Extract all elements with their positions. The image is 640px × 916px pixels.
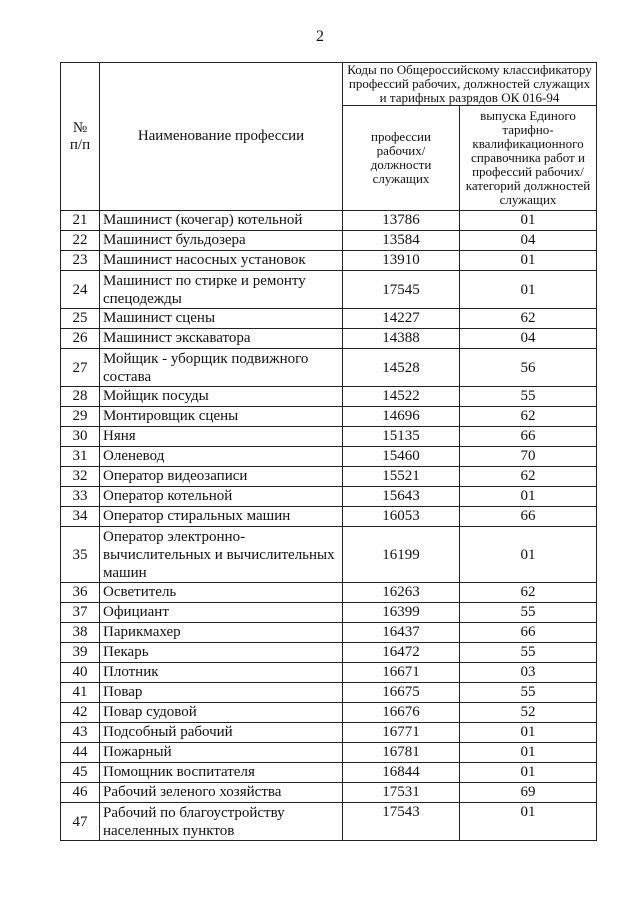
- row-code-etks: 01: [460, 763, 597, 783]
- table-row: [61, 271, 597, 309]
- row-num: 31: [61, 447, 100, 467]
- header-codes-group: Коды по Общероссийскому классификатору профессий рабочих, должностей служащих и тарифных разрядов ОК 016-94: [343, 63, 597, 106]
- row-num: 24: [61, 271, 100, 309]
- row-num: 36: [61, 583, 100, 603]
- row-code-profession: 15460: [343, 447, 460, 467]
- row-code-etks: 03: [460, 663, 597, 683]
- row-num: 44: [61, 743, 100, 763]
- row-code-etks: 01: [460, 723, 597, 743]
- row-name: Плотник: [100, 663, 343, 683]
- row-code-etks: 55: [460, 683, 597, 703]
- row-name: Повар судовой: [100, 703, 343, 723]
- table-row: [61, 427, 597, 447]
- row-code-profession: 16771: [343, 723, 460, 743]
- table-row: [61, 803, 597, 841]
- table-row: [61, 407, 597, 427]
- page-number: 2: [316, 28, 324, 45]
- table-row: [61, 643, 597, 663]
- row-code-profession: 14388: [343, 329, 460, 349]
- row-name: Монтировщик сцены: [100, 407, 343, 427]
- row-name: Оленевод: [100, 447, 343, 467]
- row-code-etks: 01: [460, 271, 597, 309]
- row-num: 47: [61, 803, 100, 841]
- table-row: [61, 743, 597, 763]
- row-code-profession: 16399: [343, 603, 460, 623]
- row-code-etks: 62: [460, 583, 597, 603]
- row-code-profession: 16437: [343, 623, 460, 643]
- row-code-profession: 16199: [343, 527, 460, 583]
- table-row: [61, 447, 597, 467]
- row-name: Рабочий зеленого хозяйства: [100, 783, 343, 803]
- row-name: Помощник воспитателя: [100, 763, 343, 783]
- row-name: Оператор котельной: [100, 487, 343, 507]
- row-num: 22: [61, 231, 100, 251]
- row-code-etks: 66: [460, 507, 597, 527]
- header-name: Наименование профессии: [100, 63, 343, 211]
- table-header: [61, 63, 597, 211]
- row-code-profession: 16844: [343, 763, 460, 783]
- row-code-profession: 16676: [343, 703, 460, 723]
- table-row: [61, 703, 597, 723]
- row-name: Машинист насосных установок: [100, 251, 343, 271]
- row-num: 27: [61, 349, 100, 387]
- row-num: 37: [61, 603, 100, 623]
- row-num: 40: [61, 663, 100, 683]
- row-code-etks: 01: [460, 487, 597, 507]
- row-name: Рабочий по благоустройству населенных пунктов: [100, 803, 343, 841]
- row-name: Машинист по стирке и ремонту спецодежды: [100, 271, 343, 309]
- row-code-etks: 55: [460, 643, 597, 663]
- row-code-etks: 01: [460, 743, 597, 763]
- row-num: 43: [61, 723, 100, 743]
- row-code-profession: 13910: [343, 251, 460, 271]
- row-name: Машинист экскаватора: [100, 329, 343, 349]
- row-name: Пекарь: [100, 643, 343, 663]
- row-code-etks: 52: [460, 703, 597, 723]
- row-code-etks: 01: [460, 251, 597, 271]
- table-row: [61, 251, 597, 271]
- row-code-profession: 15643: [343, 487, 460, 507]
- row-name: Осветитель: [100, 583, 343, 603]
- row-code-profession: 15135: [343, 427, 460, 447]
- row-code-profession: 14227: [343, 309, 460, 329]
- row-code-profession: 17543: [343, 803, 460, 841]
- row-code-etks: 01: [460, 211, 597, 231]
- row-name: Пожарный: [100, 743, 343, 763]
- table-row: [61, 329, 597, 349]
- row-code-etks: 04: [460, 231, 597, 251]
- row-name: Машинист сцены: [100, 309, 343, 329]
- row-code-profession: 17545: [343, 271, 460, 309]
- row-code-profession: 16671: [343, 663, 460, 683]
- row-name: Повар: [100, 683, 343, 703]
- row-num: 45: [61, 763, 100, 783]
- row-code-profession: 13786: [343, 211, 460, 231]
- row-name: Подсобный рабочий: [100, 723, 343, 743]
- row-num: 34: [61, 507, 100, 527]
- row-num: 29: [61, 407, 100, 427]
- header-num: № п/п: [61, 63, 100, 211]
- row-code-etks: 56: [460, 349, 597, 387]
- row-code-etks: 62: [460, 407, 597, 427]
- row-code-etks: 66: [460, 623, 597, 643]
- row-num: 30: [61, 427, 100, 447]
- row-num: 42: [61, 703, 100, 723]
- table-row: [61, 467, 597, 487]
- row-code-etks: 04: [460, 329, 597, 349]
- table-row: [61, 309, 597, 329]
- row-num: 32: [61, 467, 100, 487]
- row-code-etks: 69: [460, 783, 597, 803]
- row-code-profession: 16781: [343, 743, 460, 763]
- table-row: [61, 683, 597, 703]
- row-name: Няня: [100, 427, 343, 447]
- table-row: [61, 507, 597, 527]
- table-row: [61, 623, 597, 643]
- row-code-etks: 01: [460, 803, 597, 841]
- row-code-profession: 13584: [343, 231, 460, 251]
- table-row: [61, 527, 597, 583]
- table-row: [61, 349, 597, 387]
- row-name: Оператор стиральных машин: [100, 507, 343, 527]
- row-code-profession: 16053: [343, 507, 460, 527]
- row-code-profession: 14528: [343, 349, 460, 387]
- row-num: 26: [61, 329, 100, 349]
- header-code-etks: выпуска Единого тарифно-квалификационного справочника работ и профессий рабочих/категорий должностей служащих: [460, 106, 597, 211]
- table-row: [61, 763, 597, 783]
- row-code-etks: 55: [460, 603, 597, 623]
- table-row: [61, 783, 597, 803]
- header-code-profession: профессии рабочих/ должности служащих: [343, 106, 460, 211]
- row-code-profession: 16472: [343, 643, 460, 663]
- table-row: [61, 487, 597, 507]
- row-name: Машинист бульдозера: [100, 231, 343, 251]
- table-row: [61, 231, 597, 251]
- row-code-profession: 16263: [343, 583, 460, 603]
- row-name: Оператор видеозаписи: [100, 467, 343, 487]
- row-name: Мойщик посуды: [100, 387, 343, 407]
- row-code-profession: 14696: [343, 407, 460, 427]
- row-code-profession: 17531: [343, 783, 460, 803]
- row-num: 21: [61, 211, 100, 231]
- row-num: 28: [61, 387, 100, 407]
- row-code-etks: 55: [460, 387, 597, 407]
- row-name: Официант: [100, 603, 343, 623]
- table-body: [61, 211, 597, 841]
- row-name: Парикмахер: [100, 623, 343, 643]
- row-name: Машинист (кочегар) котельной: [100, 211, 343, 231]
- table-row: [61, 663, 597, 683]
- row-name: Оператор электронно-вычислительных и вычислительных машин: [100, 527, 343, 583]
- row-code-etks: 66: [460, 427, 597, 447]
- row-code-etks: 01: [460, 527, 597, 583]
- row-num: 33: [61, 487, 100, 507]
- row-num: 35: [61, 527, 100, 583]
- row-num: 23: [61, 251, 100, 271]
- table-row: [61, 211, 597, 231]
- row-num: 38: [61, 623, 100, 643]
- row-code-etks: 62: [460, 309, 597, 329]
- table-row: [61, 723, 597, 743]
- table-row: [61, 603, 597, 623]
- row-name: Мойщик - уборщик подвижного состава: [100, 349, 343, 387]
- professions-table: [60, 62, 597, 841]
- row-num: 41: [61, 683, 100, 703]
- table-row: [61, 583, 597, 603]
- row-code-etks: 70: [460, 447, 597, 467]
- row-num: 46: [61, 783, 100, 803]
- row-code-profession: 14522: [343, 387, 460, 407]
- row-code-profession: 16675: [343, 683, 460, 703]
- row-num: 39: [61, 643, 100, 663]
- row-code-etks: 62: [460, 467, 597, 487]
- row-code-profession: 15521: [343, 467, 460, 487]
- table-row: [61, 387, 597, 407]
- row-num: 25: [61, 309, 100, 329]
